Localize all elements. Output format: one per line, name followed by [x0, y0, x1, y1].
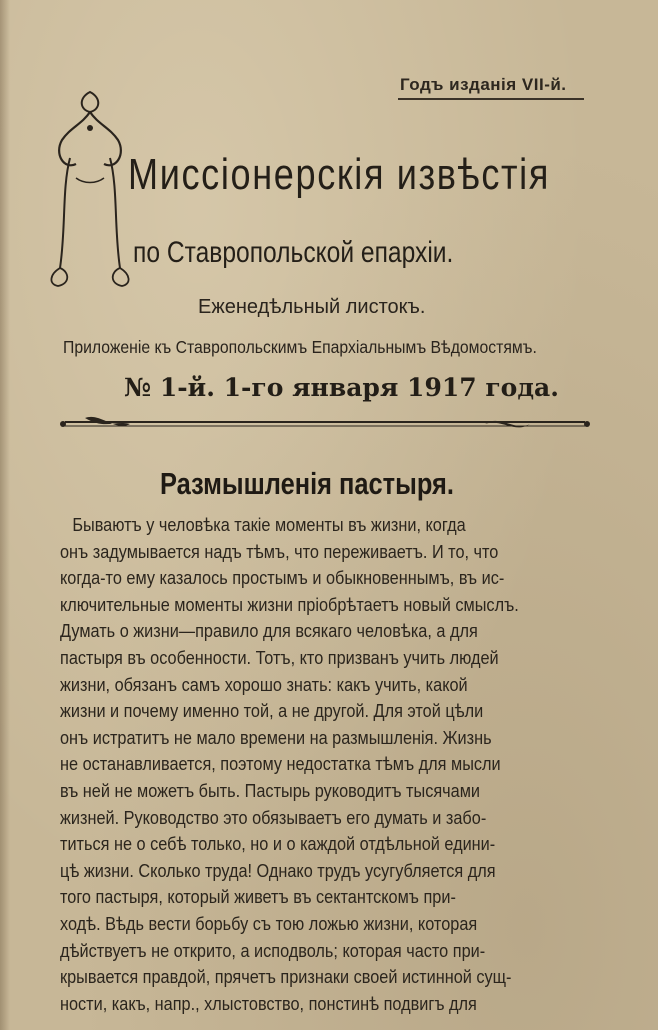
article-body: [60, 512, 590, 1017]
page-edge-shadow: [0, 0, 10, 1030]
article-line: титься не о себѣ только, но и о каждой отдѣльной едини-: [60, 833, 496, 855]
article-line: Бываютъ у человѣка такіе моменты въ жизни, когда: [72, 514, 466, 535]
ornamental-divider: [55, 410, 595, 440]
publication-subtitle: по Ставропольской епархіи.: [133, 236, 454, 269]
article-line: жизни и почему именно той, а не другой. Для этой цѣли: [60, 700, 484, 722]
article-line: того пастыря, который живетъ въ сектантскомъ при-: [60, 886, 456, 908]
article-line: дѣйствуетъ не открито, а исподволь; которая часто при-: [60, 939, 486, 961]
article-line: онъ задумывается надъ тѣмъ, что переживаетъ. И то, что: [60, 540, 499, 562]
article-line: Думать о жизни—правило для всякаго человѣка, а для: [60, 620, 478, 642]
publication-title: Миссіонерскія извѣстія: [128, 150, 551, 199]
article-line: цѣ жизни. Сколько труда! Однако трудъ усугубляется для: [60, 859, 496, 881]
article-title: Размышленія пастыря.: [160, 466, 454, 501]
year-of-publication: Годъ изданія VII-й.: [400, 75, 567, 94]
supplement-line: Приложеніе къ Ставропольскимъ Епархіальнымъ Вѣдомостямъ.: [63, 337, 537, 357]
issue-date-line: № 1-й. 1-го января 1917 года.: [124, 373, 559, 402]
article-line: ности, какъ, напр., хлыстовство, понстинѣ подвигъ для: [60, 992, 477, 1014]
decorative-initial-ornament: [40, 88, 140, 288]
article-line: въ ней не можетъ быть. Пастырь руководитъ тысячами: [60, 779, 481, 801]
article-line: жизней. Руководство это обязываетъ его думать и забо-: [60, 806, 487, 828]
article-line: жизни, обязанъ самъ хорошо знать: какъ учить, какой: [60, 673, 468, 695]
weekly-label: Еженедѣльный листокъ.: [198, 296, 426, 318]
year-underline: [398, 98, 584, 100]
article-line: пастыря въ особенности. Тотъ, кто призванъ учить людей: [60, 646, 499, 668]
article-line: крывается правдой, прячетъ признаки своей истинной сущ-: [60, 966, 512, 988]
article-line: когда-то ему казалось простымъ и обыкновеннымъ, въ ис-: [60, 567, 505, 589]
article-line: ходѣ. Вѣдь вести борьбу съ тою ложью жизни, которая: [60, 912, 478, 934]
article-line: не останавливается, поэтому недостатка тѣмъ для мысли: [60, 753, 501, 775]
article-line: ключительные моменты жизни пріобрѣтаетъ новый смыслъ.: [60, 593, 519, 615]
article-line: онъ истратитъ не мало времени на размышленія. Жизнь: [60, 726, 492, 748]
